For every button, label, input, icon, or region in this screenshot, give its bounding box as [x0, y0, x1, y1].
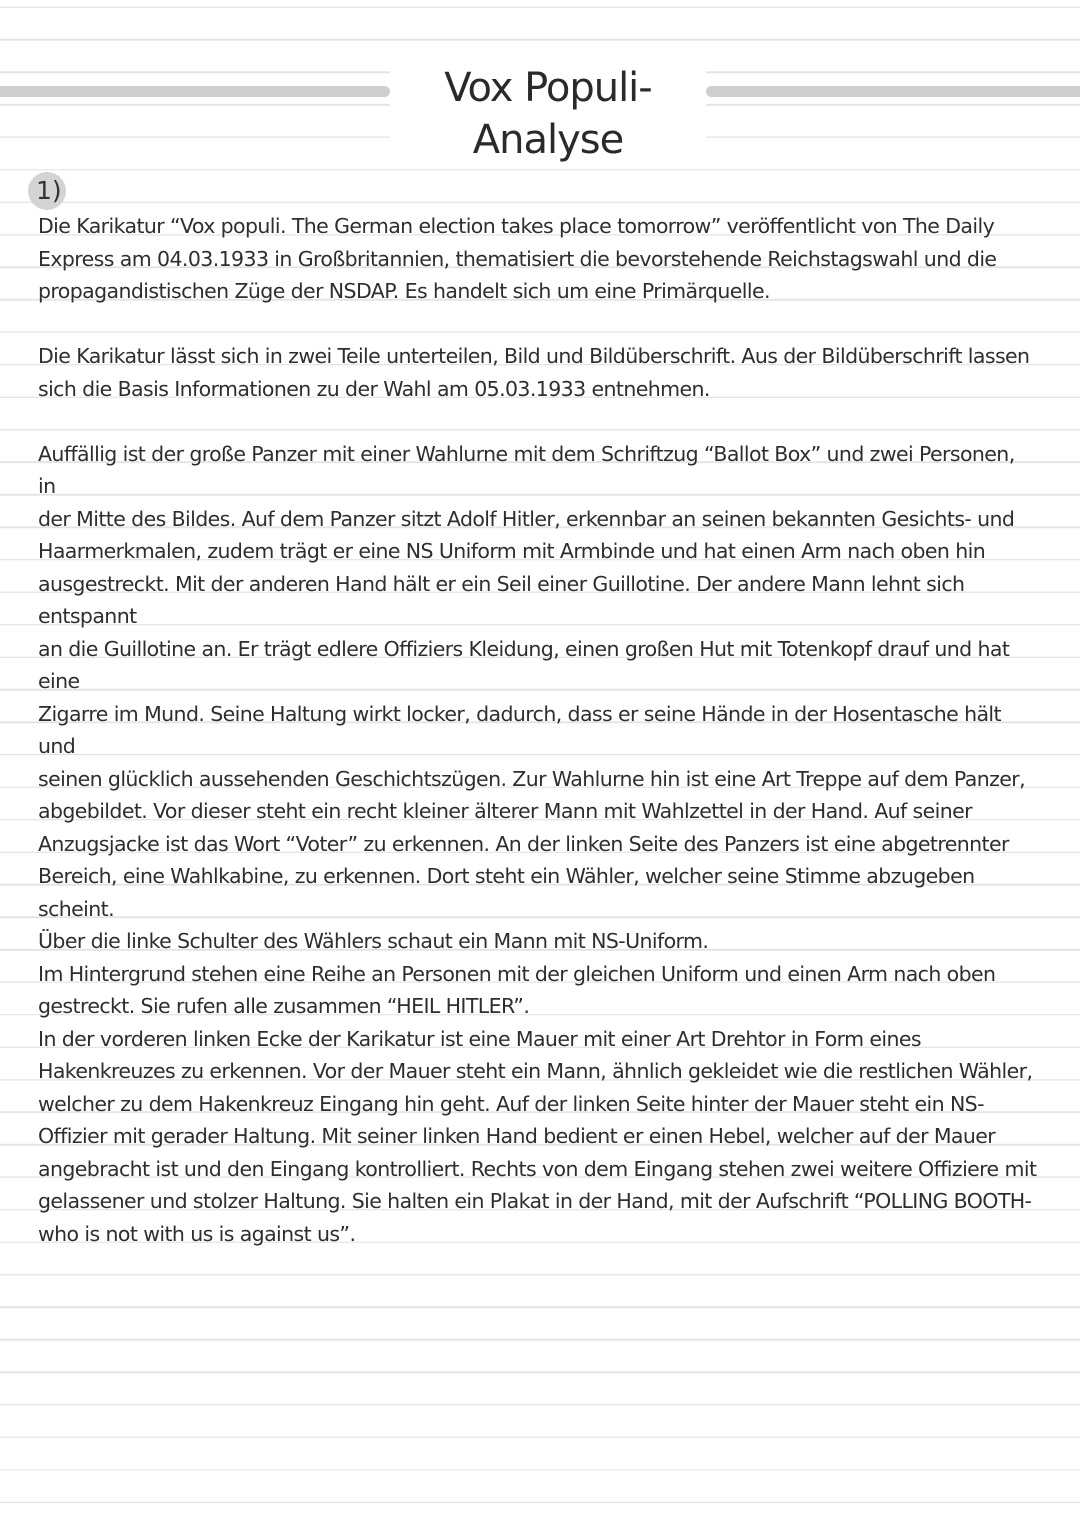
paragraph-description: Auffällig ist der große Panzer mit einer Wahlurne mit dem Schriftzug “Ballot Box” und zwei Personen, in der Mitte des Bildes. Auf dem Panzer sitzt Adolf Hitler, erkennbar an seinen bekannten Gesichts- und Haarmerkmalen, zudem trägt er eine NS Uniform mit Armbinde und hat einen Arm nach oben hin ausgestreckt. Mit der anderen Hand hält er ein Seil einer Guillotine. Der andere Mann lehnt sich entspannt an die Guillotine an. Er trägt edlere Offiziers Kleidung, einen großen Hut mit Totenkopf drauf und hat eine Zigarre im Mund. Seine Haltung wirkt locker, dadurch, dass er seine Hände in der Hosentasche hält und seinen glücklich aussehenden Geschichtszügen. Zur Wahlurne hin ist eine Art Treppe auf dem Panzer, abgebildet. Vor dieser steht ein recht kleiner älterer Mann mit Wahlzettel in der Hand. Auf seiner Anzugsjacke ist das Wort “Voter” zu erkennen. An der linken Seite des Panzers ist eine abgetrennter Bereich, eine Wahlkabine, zu erkennen. Dort steht ein Wähler, welcher seine Stimme abzugeben scheint. Über die linke Schulter des Wählers schaut ein Mann mit NS-Uniform. Im Hintergrund stehen eine Reihe an Personen mit der gleichen Uniform und einen Arm nach oben gestreckt. Sie rufen alle zusammen “HEIL HITLER”. In der vorderen linken Ecke der Karikatur ist eine Mauer mit einer Art Drehtor in Form eines Hakenkreuzes zu erkennen. Vor der Mauer steht ein Mann, ähnlich gekleidet wie die restlichen Wähler, welcher zu dem Hakenkreuz Eingang hin geht. Auf der linken Seite hinter der Mauer steht ein NS- Offizier mit gerader Haltung. Mit seiner linken Hand bedient er einen Hebel, welcher auf der Mauer angebracht ist und den Eingang kontrolliert. Rechts von dem Eingang stehen zwei weitere Offiziere mit gelassener und stolzer Haltung. Sie halten ein Plakat in der Hand, mit der Aufschrift “POLLING BOOTH- who is not with us is against us”.: [38, 441, 1037, 1246]
title-decoration-bar-left: [0, 86, 390, 97]
paragraph-introduction: Die Karikatur “Vox populi. The German election takes place tomorrow” veröffentlicht von The Daily Express am 04.03.1933 in Großbritannien, thematisiert die bevorstehende Reichstagswahl und die propagandistischen Züge der NSDAP. Es handelt sich um eine Primärquelle.: [38, 214, 997, 303]
paragraph-spacer: [38, 308, 1038, 341]
paragraph-structure: Die Karikatur lässt sich in zwei Teile unterteilen, Bild und Bildüberschrift. Aus der Bildüberschrift lassen sich die Basis Informationen zu der Wahl am 05.03.1933 entnehmen.: [38, 344, 1030, 401]
analysis-text: [38, 210, 1038, 1250]
paragraph-spacer: [38, 405, 1038, 438]
title-decoration-bar-right: [706, 86, 1080, 97]
section-number: 1): [36, 176, 62, 205]
page-title: Vox Populi- Analyse: [390, 62, 706, 166]
